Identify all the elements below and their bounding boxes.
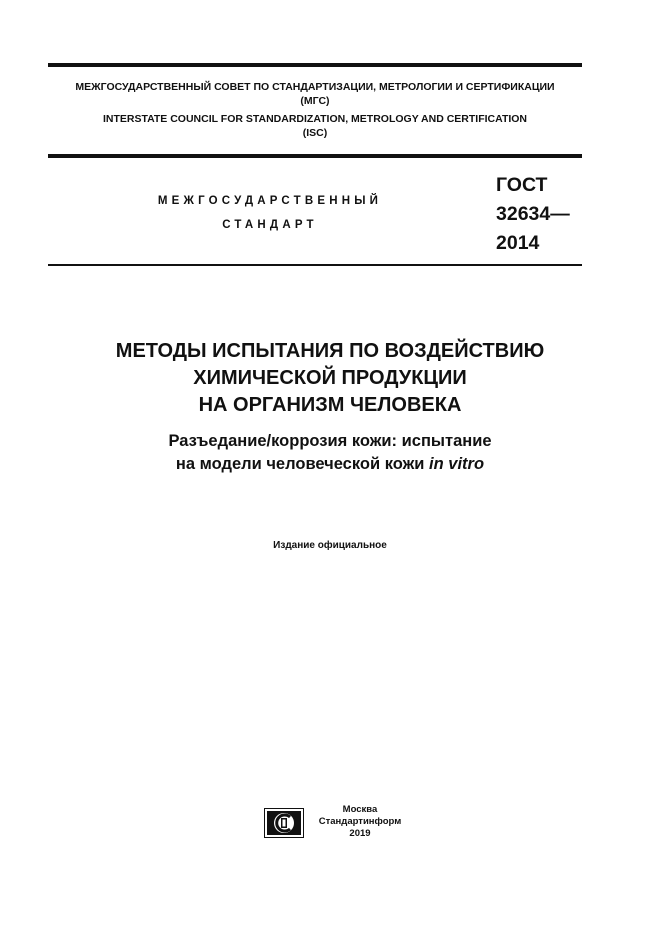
gost-year: 2014 xyxy=(496,232,540,254)
gost-prefix: ГОСТ xyxy=(496,174,548,196)
council-ru-abbr: (МГС) xyxy=(300,95,330,107)
gost-designation xyxy=(496,171,570,258)
publisher-year: 2019 xyxy=(349,828,371,839)
standartinform-logo-icon xyxy=(264,808,304,838)
council-ru-line: МЕЖГОСУДАРСТВЕННЫЙ СОВЕТ ПО СТАНДАРТИЗАЦИИ, МЕТРОЛОГИИ И СЕРТИФИКАЦИИ xyxy=(75,81,555,93)
document-title xyxy=(40,338,620,419)
edition-note: Издание официальное xyxy=(273,540,387,551)
subtitle-line1: Разъедание/коррозия кожи: испытание xyxy=(168,432,492,450)
standard-rule xyxy=(48,264,582,266)
council-en xyxy=(48,112,582,140)
title-line1: МЕТОДЫ ИСПЫТАНИЯ ПО ВОЗДЕЙСТВИЮ xyxy=(115,340,545,362)
top-rule xyxy=(48,63,582,67)
title-line2: ХИМИЧЕСКОЙ ПРОДУКЦИИ xyxy=(193,367,467,389)
council-ru xyxy=(48,80,582,108)
publisher-block xyxy=(310,804,410,840)
standard-label xyxy=(120,189,420,237)
council-en-line: INTERSTATE COUNCIL FOR STANDARDIZATION, METROLOGY AND CERTIFICATION xyxy=(102,113,528,125)
publisher-name: Стандартинформ xyxy=(318,816,402,827)
council-rule xyxy=(48,154,582,158)
document-subtitle xyxy=(40,430,620,476)
subtitle-line2-prefix: на модели человеческой кожи xyxy=(175,455,430,473)
council-en-abbr: (ISC) xyxy=(302,127,328,139)
standard-label-line2: СТАНДАРТ xyxy=(222,219,318,231)
standard-label-line1: МЕЖГОСУДАРСТВЕННЫЙ xyxy=(157,195,383,207)
subtitle-line2-italic: in vitro xyxy=(429,455,485,473)
title-line3: НА ОРГАНИЗМ ЧЕЛОВЕКА xyxy=(198,394,462,416)
publisher-city: Москва xyxy=(342,804,378,815)
gost-number: 32634— xyxy=(496,203,570,225)
subtitle-line2 xyxy=(40,453,620,476)
